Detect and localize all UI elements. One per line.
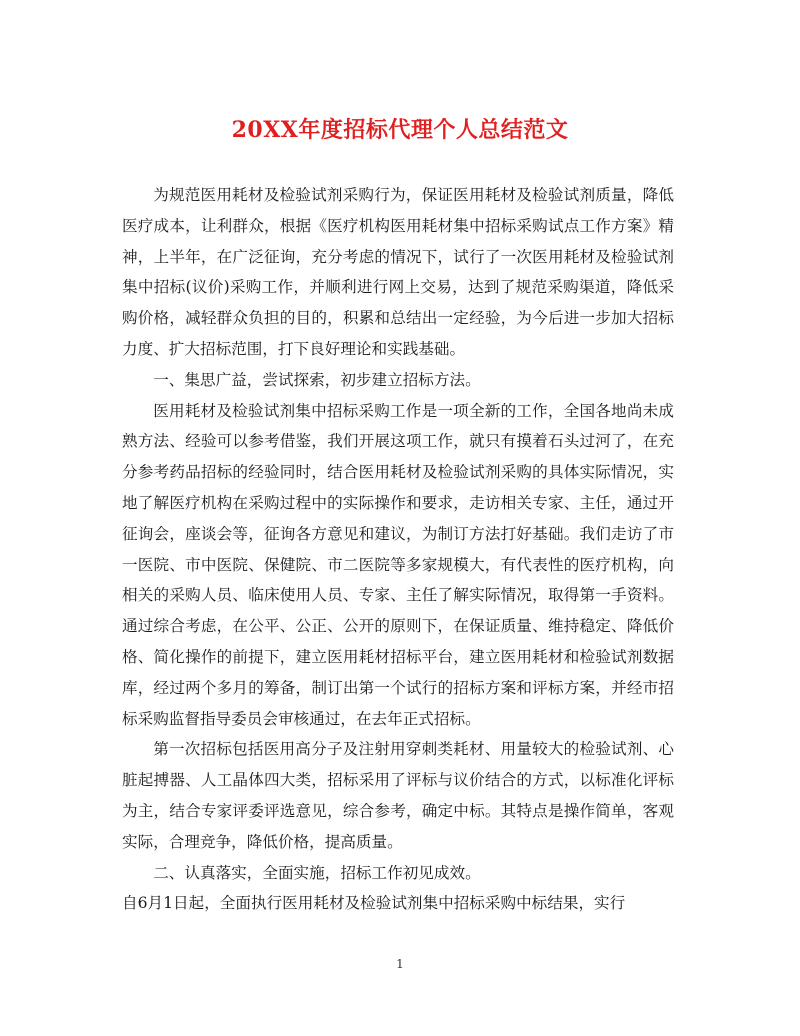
document-body (122, 180, 674, 919)
page-title: 20XX年度招标代理个人总结范文 (231, 117, 569, 143)
section-heading-1: 一、集思广益，尝试探索，初步建立招标方法。 (153, 370, 481, 389)
page-number: 1 (396, 957, 404, 971)
paragraph-intro: 为规范医用耗材及检验试剂采购行为，保证医用耗材及检验试剂质量，降低医疗成本，让利群众，根据《医疗机构医用耗材集中招标采购试点工作方案》精神，上半年，在广泛征询，充分考虑的情况下，试行了一次医用耗材及检验试剂集中招标(议价)采购工作，并顺利进行网上交易，达到了规范采购渠道，降低采购价格，减轻群众负担的目的，积累和总结出一定经验，为今后进一步加大招标力度、扩大招标范围，打下良好理论和实践基础。 (122, 186, 674, 358)
paragraph-section-1: 医用耗材及检验试剂集中招标采购工作是一项全新的工作，全国各地尚未成熟方法、经验可以参考借鉴，我们开展这项工作，就只有摸着石头过河了，在充分参考药品招标的经验同时，结合医用耗材及检验试剂采购的具体实际情况，实地了解医疗机构在采购过程中的实际操作和要求，走访相关专家、主任，通过开征询会，座谈会等，征询各方意见和建议，为制订方法打好基础。我们走访了市一医院、市中医院、保健院、市二医院等多家规模大，有代表性的医疗机构，向相关的采购人员、临床使用人员、专家、主任了解实际情况，取得第一手资料。通过综合考虑，在公平、公正、公开的原则下，在保证质量、维持稳定、降低价格、简化操作的前提下，建立医用耗材招标平台，建立医用耗材和检验试剂数据库，经过两个多月的筹备，制订出第一个试行的招标方案和评标方案，并经市招标采购监督指导委员会审核通过，在去年正式招标。 (122, 401, 674, 728)
section-heading-2: 二、认真落实，全面实施，招标工作初见成效。 (153, 863, 481, 882)
paragraph-section-2: 自6月1日起，全面执行医用耗材及检验试剂集中招标采购中标结果，实行 (122, 894, 626, 913)
paragraph-first-tender: 第一次招标包括医用高分子及注射用穿刺类耗材、用量较大的检验试剂、心脏起搏器、人工晶体四大类，招标采用了评标与议价结合的方式，以标准化评标为主，结合专家评委评选意见，综合参考，确定中标。其特点是操作简单，客观实际，合理竞争，降低价格，提高质量。 (122, 740, 674, 851)
